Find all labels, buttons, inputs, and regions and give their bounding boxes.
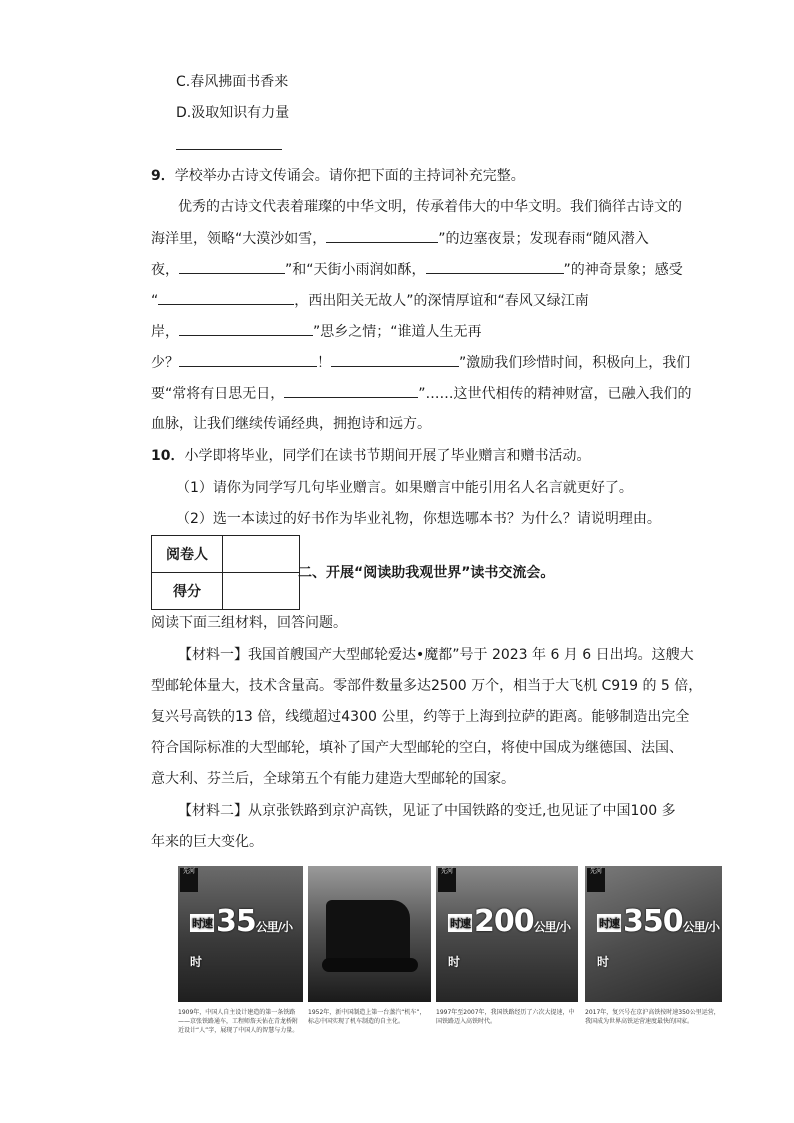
badge: 先河 (587, 868, 605, 892)
photo-caption: 1909年，中国人自主设计建造的第一条铁路——京张铁路通车，工程师詹天佑在青龙桥附近设计“人”字，展现了中国人的智慧与力量。 (178, 1009, 299, 1034)
score-cell[interactable] (223, 573, 300, 610)
fill-blank[interactable] (284, 383, 418, 398)
q9-paragraph-line: “ ，西出阳关无故人”的深情厚谊和“春风又绿江南 (151, 290, 589, 311)
score-label: 得分 (152, 573, 223, 610)
fill-blank[interactable] (179, 259, 285, 274)
fill-blank[interactable] (158, 290, 294, 305)
fill-blank[interactable] (426, 259, 564, 274)
section-title: 二、开展“阅读助我观世界”读书交流会。 (298, 565, 555, 581)
question-9-stem: 9．学校举办古诗文传诵会。请你把下面的主持词补充完整。 (151, 168, 525, 184)
question-number: 10． (151, 448, 185, 464)
photo-caption: 1952年，新中国制造上第一台蒸汽“机车”，标志中国实现了机车制造的自主化。 (308, 1009, 426, 1025)
q9-paragraph-line: 海洋里，领略“大漠沙如雪， ”的边塞夜景；发现春雨“随风潜入 (151, 228, 649, 249)
material-2-line: 年来的巨大变化。 (151, 834, 263, 850)
option-c: C.春风拂面书香来 (176, 74, 289, 90)
speed-label: 时速 35公里/小时 (190, 904, 293, 969)
q9-paragraph-line: 少？ ！ ”激励我们珍惜时间，积极向上，我们 (151, 352, 690, 373)
locomotive-shape (326, 900, 410, 962)
railway-photo-strip (178, 866, 722, 1056)
reviewer-label: 阅卷人 (152, 536, 223, 573)
answer-blank (176, 149, 282, 150)
q9-paragraph-line: 血脉，让我们继续传诵经典，拥抱诗和远方。 (151, 416, 431, 432)
material-1-line: 符合国际标准的大型邮轮，填补了国产大型邮轮的空白，将使中国成为继德国、法国、 (151, 740, 683, 756)
badge: 先河 (180, 868, 198, 892)
material-2-line: 【材料二】从京张铁路到京沪高铁，见证了中国铁路的变迁,也见证了中国100 多 (178, 803, 676, 819)
speed-label: 时速 200公里/小时 (448, 904, 571, 969)
photo-caption: 2017年，复兴号在京沪高铁按时速350公里运营，我国成为世界高铁运营速度最快的国家。 (585, 1009, 720, 1025)
q9-paragraph-line: 岸， ”思乡之情；“谁道人生无再 (151, 321, 482, 342)
fill-blank[interactable] (179, 352, 317, 367)
material-1-line: 意大利、芬兰后，全球第五个有能力建造大型邮轮的国家。 (151, 771, 515, 787)
photo-image (585, 866, 722, 1002)
wheels-shape (322, 958, 418, 972)
question-10-stem: 10．小学即将毕业，同学们在读书节期间开展了毕业赠言和赠书活动。 (151, 448, 591, 464)
section-intro: 阅读下面三组材料，回答问题。 (151, 615, 347, 631)
photo-caption: 1997年至2007年，我国铁路经历了六次大提速，中国铁路迈入高铁时代。 (436, 1009, 575, 1025)
reviewer-cell[interactable] (223, 536, 300, 573)
material-1-line: 【材料一】我国首艘国产大型邮轮爱达•魔都”号于 2023 年 6 月 6 日出坞。这艘大 (178, 647, 694, 663)
q10-subquestion-2: （2）选一本读过的好书作为毕业礼物，你想选哪本书？为什么？请说明理由。 (176, 511, 661, 527)
q9-paragraph-line: 优秀的古诗文代表着璀璨的中华文明，传承着伟大的中华文明。我们徜徉古诗文的 (178, 199, 682, 215)
fill-blank[interactable] (331, 352, 459, 367)
fill-blank[interactable] (326, 228, 438, 243)
score-table (151, 535, 300, 610)
material-1-line: 型邮轮体量大，技术含量高。零部件数量多达2500 万个，相当于大飞机 C919 的 5 倍， (151, 678, 703, 694)
badge: 先河 (438, 868, 456, 892)
photo-image (436, 866, 578, 1002)
q10-subquestion-1: （1）请你为同学写几句毕业赠言。如果赠言中能引用名人名言就更好了。 (176, 480, 633, 496)
speed-label: 时速 350公里/小时 (597, 904, 720, 969)
material-1-line: 复兴号高铁的13 倍，线缆超过4300 公里，约等于上海到拉萨的距离。能够制造出完全 (151, 709, 690, 725)
fill-blank[interactable] (179, 321, 313, 336)
photo-image (308, 866, 431, 1002)
option-d: D.汲取知识有力量 (176, 105, 290, 121)
q9-paragraph-line: 夜， ”和“天街小雨润如酥， ”的神奇景象；感受 (151, 259, 683, 280)
photo-image (178, 866, 303, 1002)
q9-paragraph-line: 要“常将有日思无日， ”……这世代相传的精神财富，已融入我们的 (151, 383, 692, 404)
question-number: 9． (151, 168, 175, 184)
